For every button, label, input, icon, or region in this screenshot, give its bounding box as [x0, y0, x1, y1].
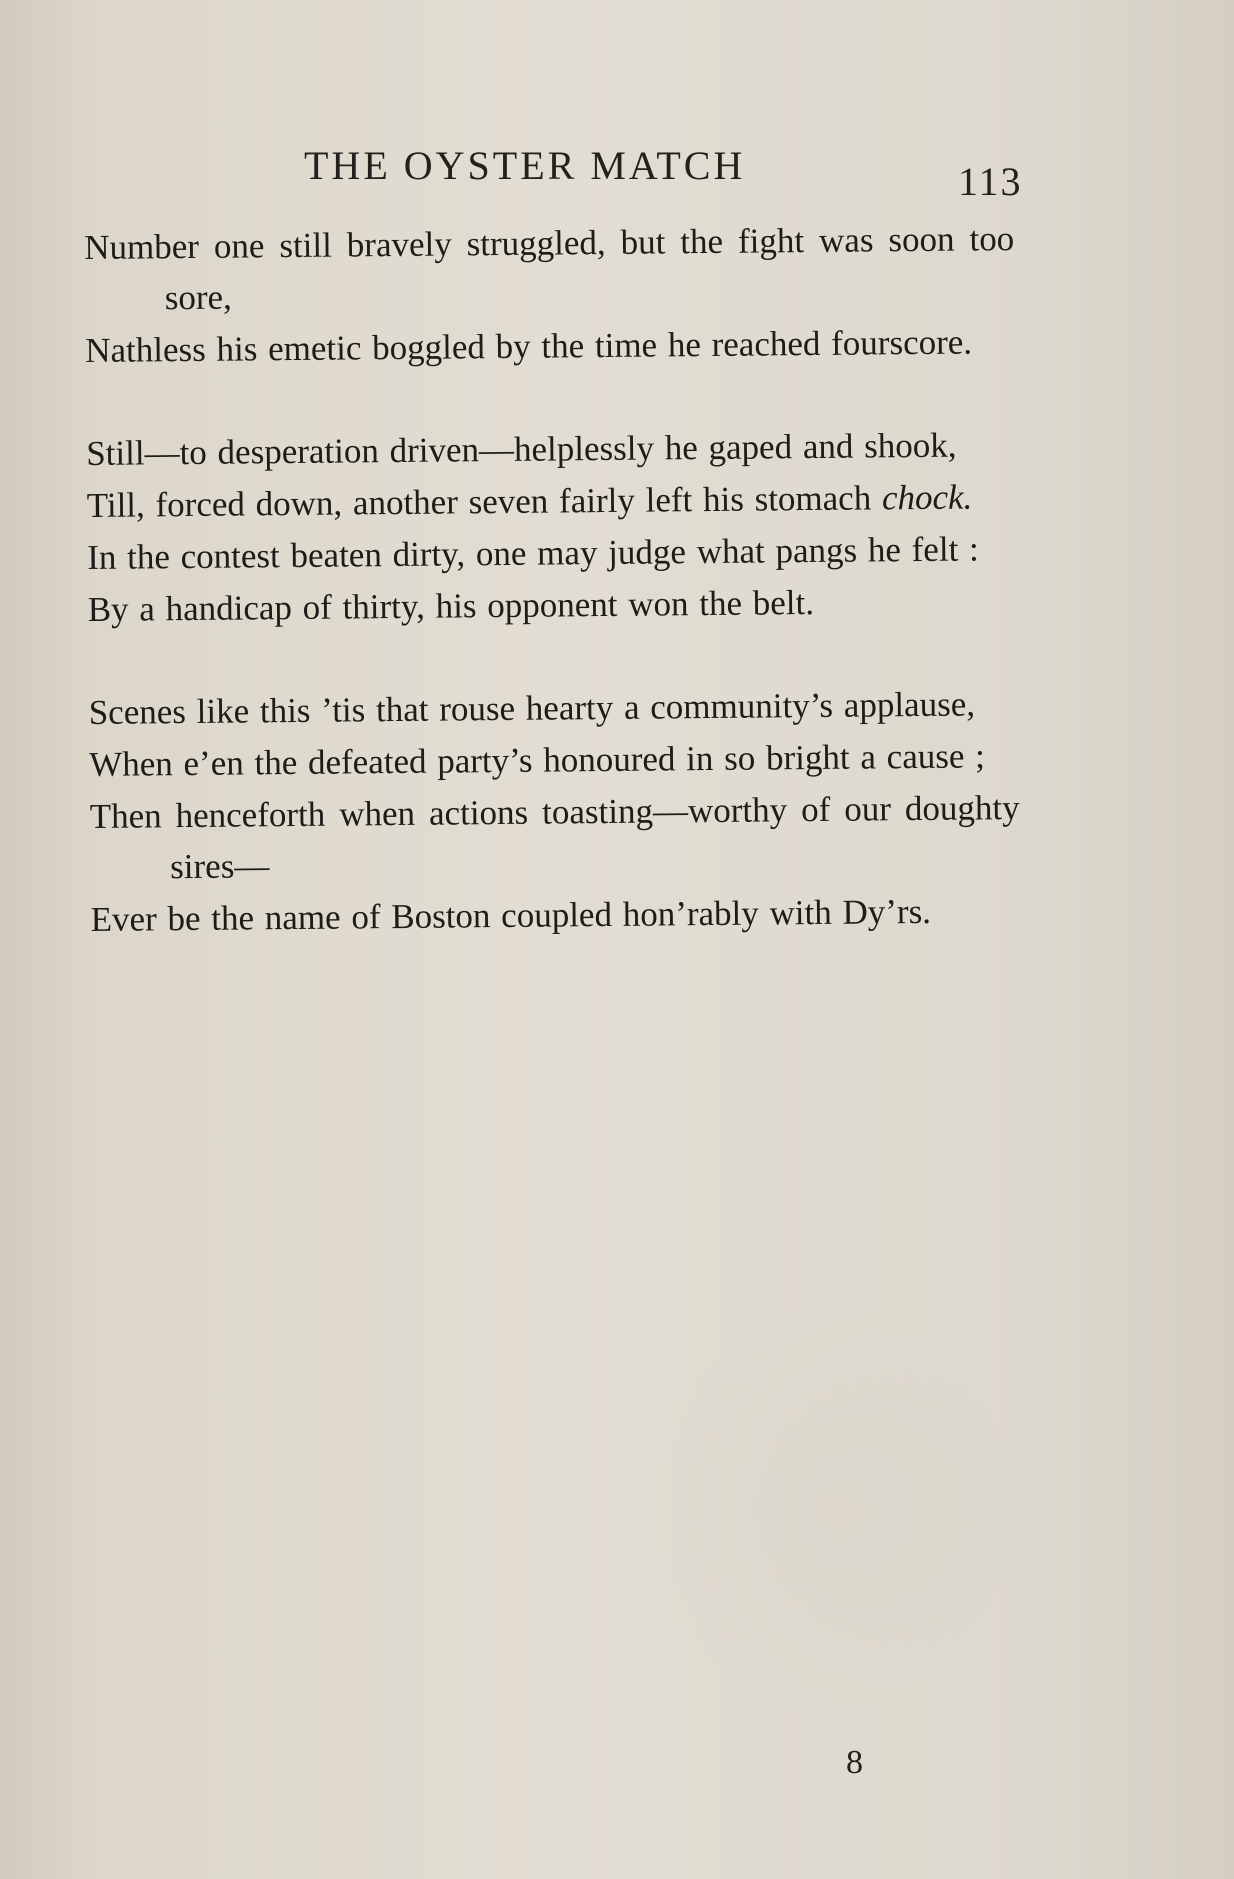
verse-line: Number one still bravely struggled, but the fight was soon too sore,: [84, 219, 1015, 318]
stanza-3: [88, 678, 1020, 945]
stanza-2: [86, 419, 1018, 635]
poem: [84, 213, 1021, 946]
stanza-1: [84, 213, 1015, 376]
signature-mark: 8: [846, 1744, 863, 1781]
verse-line: Then henceforth when actions toasting—worthy of our doughty sires—: [89, 788, 1020, 887]
verse-line: By a handicap of thirty, his opponent won the belt.: [87, 583, 815, 629]
verse-line: Scenes like this ’tis that rouse hearty a community’s applause,: [88, 684, 976, 732]
show-through-shadow: [640, 1300, 1020, 1720]
verse-line: [86, 471, 1016, 531]
verse-line: In the contest beaten dirty, one may judge what pangs he felt :: [87, 529, 979, 577]
verse-line: When e’en the defeated party’s honoured in so bright a cause ;: [89, 736, 986, 784]
verse-line: Still—to desperation driven—helplessly he gaped and shook,: [86, 425, 957, 473]
verse-line: Ever be the name of Boston coupled hon’rably with Dy’rs.: [90, 891, 932, 939]
verse-line-roman: Till, forced down, another seven fairly left his stomach: [86, 478, 883, 525]
verse-line: Nathless his emetic boggled by the time he reached fourscore.: [85, 322, 973, 370]
page-number: 113: [958, 159, 1023, 204]
verse-line-italic: chock.: [881, 477, 973, 518]
running-title: THE OYSTER MATCH: [304, 143, 746, 188]
